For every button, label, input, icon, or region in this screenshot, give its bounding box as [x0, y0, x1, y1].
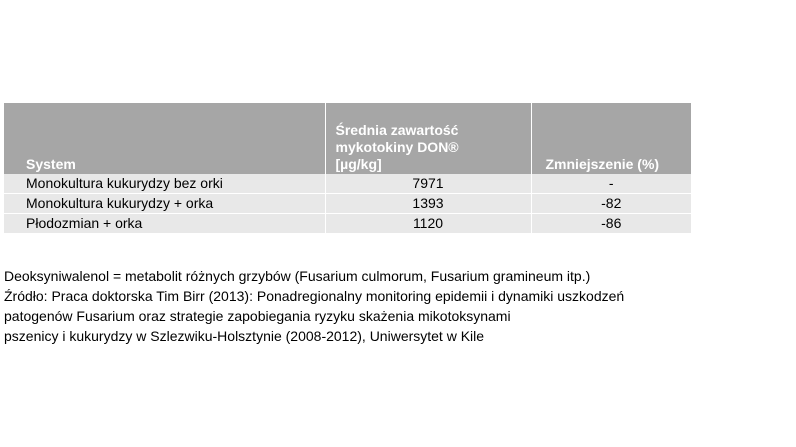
cell-system: Płodozmian + orka: [4, 214, 325, 234]
cell-reduction: -82: [531, 194, 691, 214]
cell-don-content: 1120: [325, 214, 531, 234]
note-line-source-cont-2: pszenicy i kukurydzy w Szlezwiku-Holsztynie (2008-2012), Uniwersytet w Kile: [4, 328, 485, 344]
cell-don-content: 7971: [325, 174, 531, 194]
header-reduction: Zmniejszenie (%): [531, 103, 691, 174]
note-line-definition: Deoksyniwalenol = metabolit różnych grzybów (Fusarium culmorum, Fusarium gramineum itp.): [4, 268, 591, 284]
cell-don-content: 1393: [325, 194, 531, 214]
header-don-line-1: Średnia zawartość: [335, 122, 459, 138]
cell-reduction: -86: [531, 214, 691, 234]
source-note: [4, 266, 784, 346]
mycotoxin-table-container: [4, 103, 691, 234]
cell-system: Monokultura kukurydzy + orka: [4, 194, 325, 214]
header-don-line-3: [µg/kg]: [335, 156, 382, 172]
cell-reduction: -: [531, 174, 691, 194]
cell-system: Monokultura kukurydzy bez orki: [4, 174, 325, 194]
table-row: [4, 174, 691, 194]
table-row: [4, 194, 691, 214]
header-don-content: [325, 103, 531, 174]
table-header-row: [4, 103, 691, 174]
note-line-source-cont-1: patogenów Fusarium oraz strategie zapobiegania ryzyku skażenia mikotoksynami: [4, 308, 511, 324]
header-don-line-2: mykotokiny DON®: [335, 139, 459, 155]
note-line-source: Źródło: Praca doktorska Tim Birr (2013): Ponadregionalny monitoring epidemii i dynamiki uszkodzeń: [4, 288, 625, 304]
header-system: System: [4, 103, 325, 174]
mycotoxin-table: [4, 103, 691, 234]
table-row: [4, 214, 691, 234]
